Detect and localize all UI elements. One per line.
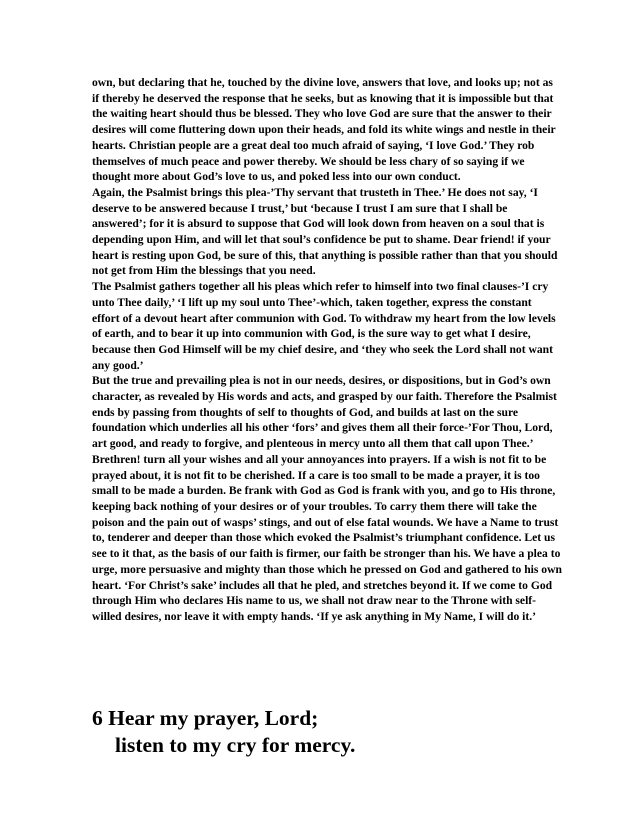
commentary-paragraph-1: own, but declaring that he, touched by the divine love, answers that love, and looks up; not as if thereby he deserved the response that he seeks, but as knowing that it is impossible but that the waiting heart should thus be blessed. They who love God are sure that the answer to their desires will come fluttering down upon their heads, and fold its white wings and nestle in their hearts. Christian people are a great deal too much afraid of saying, ‘I love God.’ They rob themselves of much peace and power thereby. We should be less chary of so saying if we thought more about God’s love to us, and poked less into our own conduct. [92, 76, 556, 184]
commentary-paragraph-2: Again, the Psalmist brings this plea-’Thy servant that trusteth in Thee.’ He does not say, ‘I deserve to be answered because I trust,’ but ‘because I trust I am sure that I shall be answered’; for it is absurd to suppose that God will look down from heaven on a soul that is depending upon Him, and will let that soul’s confidence be put to shame. Dear friend! if your heart is resting upon God, be sure of this, that anything is possible rather than that you should not get from Him the blessings that you need. [92, 185, 558, 278]
commentary-paragraph-5: Brethren! turn all your wishes and all your annoyances into prayers. If a wish is not fit to be prayed about, it is not fit to be cherished. If a care is too small to be made a prayer, it is too small to be made a burden. Be frank with God as God is frank with you, and go to His throne, keeping back nothing of your desires or of your troubles. To carry them there will take the poison and the pain out of wasps’ stings, and out of else fatal wounds. We have a Name to trust to, tenderer and deeper than those which evoked the Psalmist’s triumphant confidence. Let us see to it that, as the basis of our faith is firmer, our faith be stronger than his. We have a plea to urge, more persuasive and mighty than those which he pressed on God and gathered to his own heart. ‘For Christ’s sake’ includes all that he pled, and stretches beyond it. If we come to God through Him who declares His name to us, we shall not draw near to the Throne with self-willed desires, nor leave it with empty hands. ‘If ye ask anything in My Name, I will do it.’ [92, 452, 562, 623]
commentary-text [92, 75, 562, 625]
scripture-verse [92, 705, 562, 759]
verse-line-2: listen to my cry for mercy. [115, 733, 356, 757]
commentary-paragraph-4: But the true and prevailing plea is not in our needs, desires, or dispositions, but in God’s own character, as revealed by His words and acts, and grasped by our faith. Therefore the Psalmist ends by passing from thoughts of self to thoughts of God, and builds at last on the sure foundation which underlies all his other ‘fors’ and gives them all their force-’For Thou, Lord, art good, and ready to forgive, and plenteous in mercy unto all them that call upon Thee.’ [92, 374, 557, 451]
commentary-paragraph-3: The Psalmist gathers together all his pleas which refer to himself into two final clauses-’I cry unto Thee daily,’ ‘I lift up my soul unto Thee’-which, taken together, express the constant effort of a devout heart after communion with God. To withdraw my heart from the low levels of earth, and to bear it up into communion with God, is the sure way to get what I desire, because then God Himself will be my chief desire, and ‘they who seek the Lord shall not want any good.’ [92, 280, 556, 372]
verse-line-1: 6 Hear my prayer, Lord; [92, 706, 319, 730]
